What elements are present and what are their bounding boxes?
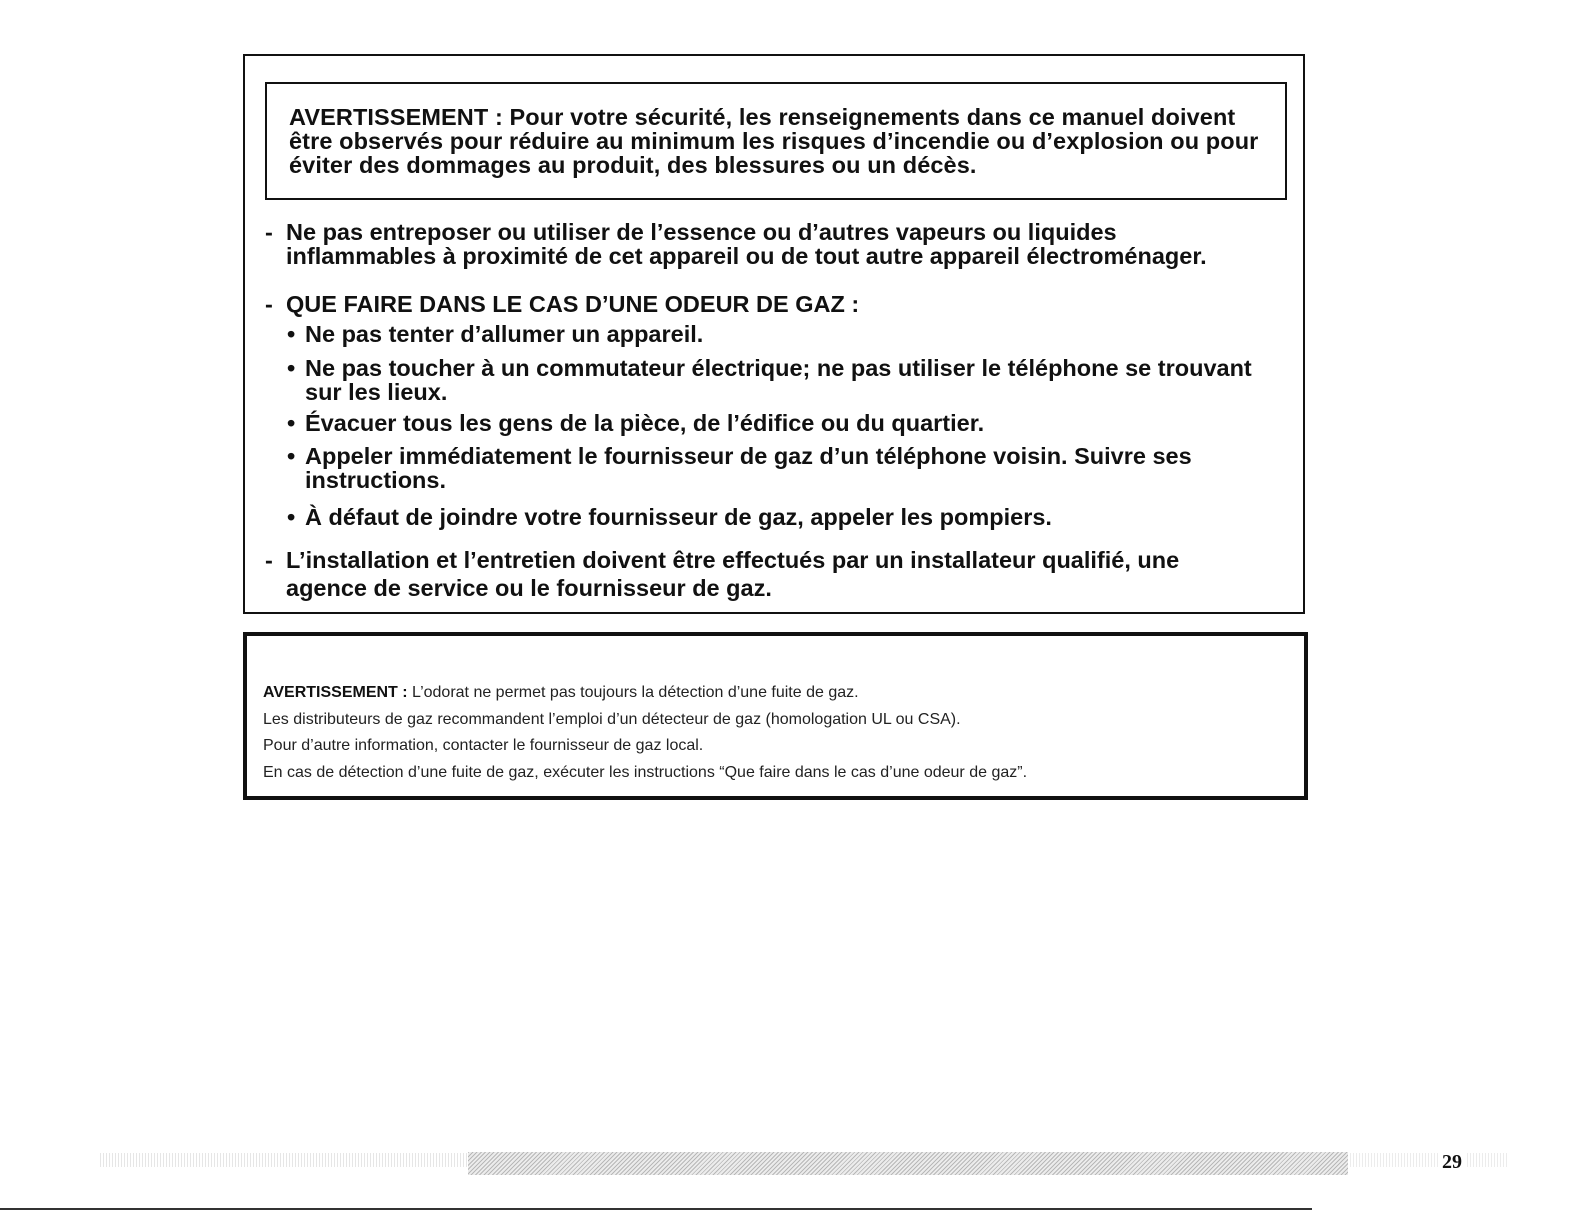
bullet-marker: •: [287, 443, 296, 469]
instruction-line: inflammables à proximité de cet appareil ou de tout autre appareil électroménager.: [286, 243, 1207, 269]
primary-warning-line-3: éviter des dommages au produit, des blessures ou un décès.: [289, 152, 977, 178]
bullet-text: instructions.: [305, 467, 447, 493]
bullet-text: Appeler immédiatement le fournisseur de gaz d’un téléphone voisin. Suivre ses: [305, 443, 1192, 469]
section-heading: QUE FAIRE DANS LE CAS D’UNE ODEUR DE GAZ :: [286, 291, 860, 317]
gas-warning-line-1: [263, 680, 1304, 707]
warning-text: L’odorat ne permet pas toujours la détection d’une fuite de gaz.: [407, 684, 859, 701]
bullet-item: [287, 505, 1052, 529]
bullet-text: À défaut de joindre votre fournisseur de gaz, appeler les pompiers.: [305, 504, 1052, 530]
gas-warning-line-3: Pour d’autre information, contacter le fournisseur de gaz local.: [263, 737, 704, 754]
bullet-item: [287, 411, 984, 435]
bullet-item: [287, 356, 1252, 404]
instruction-line: L’installation et l’entretien doivent être effectués par un installateur qualifié, une: [286, 547, 1180, 573]
instruction-line: Ne pas entreposer ou utiliser de l’essence ou d’autres vapeurs ou liquides: [286, 219, 1117, 245]
gas-detection-warning-box: [243, 632, 1308, 800]
bullet-marker: •: [287, 504, 296, 530]
gas-odor-heading: [265, 292, 859, 316]
gas-warning-line-2: Les distributeurs de gaz recommandent l’emploi d’un détecteur de gaz (homologation UL ou CSA).: [263, 710, 961, 728]
footer-bar: [468, 1152, 1348, 1175]
primary-warning-box: [265, 82, 1287, 200]
bullet-item: [287, 322, 703, 346]
bullet-marker: •: [287, 355, 296, 381]
bullet-text: Ne pas toucher à un commutateur électrique; ne pas utiliser le téléphone se trouvant: [305, 355, 1252, 381]
footer-bar-right: [1350, 1153, 1508, 1167]
primary-warning-line-1: AVERTISSEMENT : Pour votre sécurité, les renseignements dans ce manuel doivent: [289, 104, 1236, 130]
footer-bar-left: [100, 1153, 468, 1167]
warning-lead: AVERTISSEMENT :: [263, 684, 408, 701]
bullet-text: Ne pas tenter d’allumer un appareil.: [305, 321, 704, 347]
bottom-rule: [0, 1208, 1312, 1210]
gas-warning-line-4: En cas de détection d’une fuite de gaz, exécuter les instructions “Que faire dans le cas d’une odeur de gaz”.: [263, 763, 1028, 781]
instruction-installation: [265, 546, 1179, 602]
primary-warning-line-2: être observés pour réduire au minimum les risques d’incendie ou d’explosion ou pour: [289, 128, 1259, 154]
bullet-item: [287, 444, 1192, 492]
dash-marker: -: [265, 291, 273, 317]
dash-marker: -: [265, 547, 273, 573]
bullet-text: Évacuer tous les gens de la pièce, de l’édifice ou du quartier.: [305, 410, 985, 436]
instruction-no-flammables: [265, 220, 1207, 268]
instruction-line: agence de service ou le fournisseur de gaz.: [286, 575, 772, 601]
safety-warning-box: [243, 54, 1305, 614]
page-number: 29: [1438, 1150, 1466, 1174]
bullet-text: sur les lieux.: [305, 379, 448, 405]
bullet-marker: •: [287, 410, 296, 436]
dash-marker: -: [265, 219, 273, 245]
bullet-marker: •: [287, 321, 296, 347]
